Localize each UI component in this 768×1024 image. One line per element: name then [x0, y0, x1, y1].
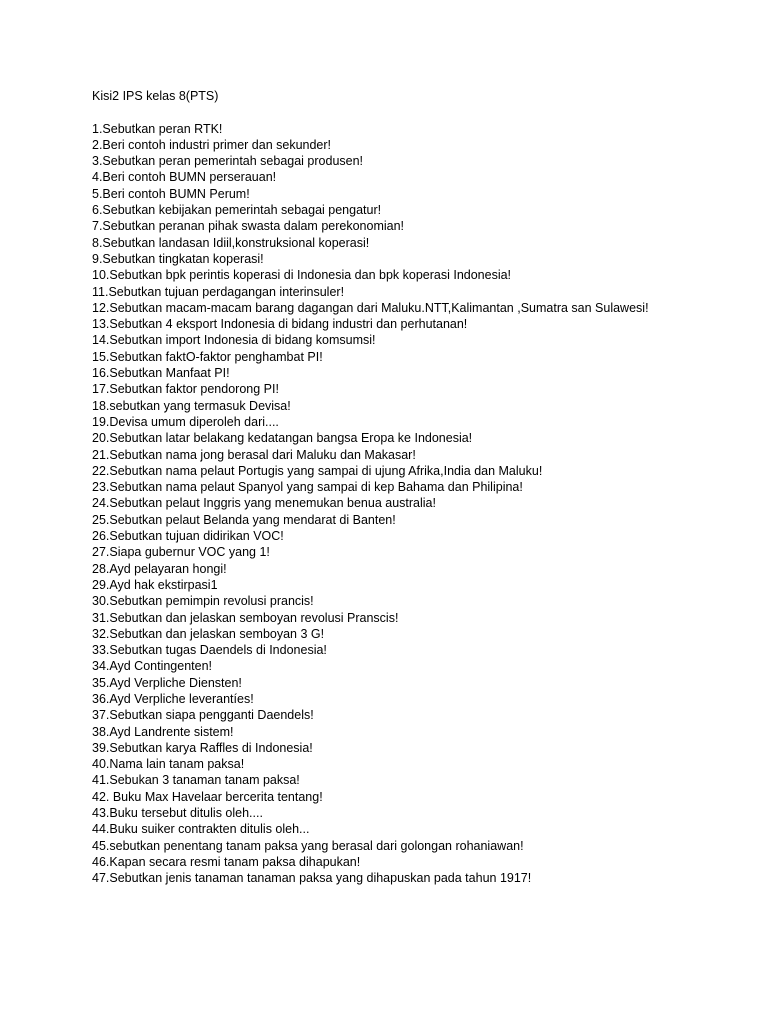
question-item: 4.Beri contoh BUMN perserauan! — [92, 170, 277, 185]
question-item: 20.Sebutkan latar belakang kedatangan bangsa Eropa ke Indonesia! — [92, 431, 473, 446]
question-item: 31.Sebutkan dan jelaskan semboyan revolusi Pranscis! — [92, 610, 399, 625]
question-item: 41.Sebukan 3 tanaman tanam paksa! — [92, 773, 300, 788]
question-item: 23.Sebutkan nama pelaut Spanyol yang sampai di kep Bahama dan Philipina! — [92, 480, 523, 495]
question-item: 9.Sebutkan tingkatan koperasi! — [92, 251, 264, 266]
question-item: 40.Nama lain tanam paksa! — [92, 757, 245, 772]
question-item: 45.sebutkan penentang tanam paksa yang berasal dari golongan rohaniawan! — [92, 838, 524, 853]
question-item: 24.Sebutkan pelaut Inggris yang menemukan benua australia! — [92, 496, 436, 511]
document-body — [92, 88, 752, 887]
question-item: 1.Sebutkan peran RTK! — [92, 121, 223, 136]
question-item: 21.Sebutkan nama jong berasal dari Maluku dan Makasar! — [92, 447, 416, 462]
question-item: 47.Sebutkan jenis tanaman tanaman paksa yang dihapuskan pada tahun 1917! — [92, 871, 532, 886]
question-item: 6.Sebutkan kebijakan pemerintah sebagai pengatur! — [92, 203, 382, 218]
question-item: 30.Sebutkan pemimpin revolusi prancis! — [92, 594, 314, 609]
question-item: 16.Sebutkan Manfaat PI! — [92, 366, 230, 381]
question-item: 17.Sebutkan faktor pendorong PI! — [92, 382, 279, 397]
question-item: 26.Sebutkan tujuan didirikan VOC! — [92, 529, 284, 544]
question-item: 42. Buku Max Havelaar bercerita tentang! — [92, 789, 323, 804]
question-item: 3.Sebutkan peran pemerintah sebagai produsen! — [92, 154, 364, 169]
question-item: 8.Sebutkan landasan Idiil,konstruksional koperasi! — [92, 235, 370, 250]
question-item: 38.Ayd Landrente sistem! — [92, 724, 234, 739]
question-item: 43.Buku tersebut ditulis oleh.... — [92, 806, 263, 821]
question-item: 12.Sebutkan macam-macam barang dagangan dari Maluku.NTT,Kalimantan ,Sumatra san Sulawesi! — [92, 300, 649, 315]
question-item: 10.Sebutkan bpk perintis koperasi di Indonesia dan bpk koperasi Indonesia! — [92, 268, 512, 283]
question-item: 39.Sebutkan karya Raffles di Indonesia! — [92, 740, 313, 755]
question-item: 44.Buku suiker contrakten ditulis oleh... — [92, 822, 310, 837]
question-item: 25.Sebutkan pelaut Belanda yang mendarat di Banten! — [92, 512, 396, 527]
question-item: 35.Ayd Verpliche Diensten! — [92, 675, 242, 690]
question-item: 37.Sebutkan siapa pengganti Daendels! — [92, 708, 314, 723]
question-item: 19.Devisa umum diperoleh dari.... — [92, 414, 279, 429]
question-item: 28.Ayd pelayaran hongi! — [92, 561, 227, 576]
question-item: 15.Sebutkan faktO-faktor penghambat PI! — [92, 349, 323, 364]
question-item: 33.Sebutkan tugas Daendels di Indonesia! — [92, 643, 327, 658]
question-list — [92, 121, 752, 887]
question-item: 36.Ayd Verpliche leverantíes! — [92, 691, 254, 706]
question-item: 11.Sebutkan tujuan perdagangan interinsuler! — [92, 284, 345, 299]
question-item: 32.Sebutkan dan jelaskan semboyan 3 G! — [92, 626, 325, 641]
question-item: 2.Beri contoh industri primer dan sekunder! — [92, 137, 332, 152]
question-item: 34.Ayd Contingenten! — [92, 659, 213, 674]
question-item: 13.Sebutkan 4 eksport Indonesia di bidang industri dan perhutanan! — [92, 317, 468, 332]
document-title: Kisi2 IPS kelas 8(PTS) — [92, 89, 219, 103]
question-item: 14.Sebutkan import Indonesia di bidang komsumsi! — [92, 333, 376, 348]
blank-line — [92, 104, 752, 120]
question-item: 5.Beri contoh BUMN Perum! — [92, 186, 250, 201]
question-item: 46.Kapan secara resmi tanam paksa dihapukan! — [92, 854, 361, 869]
question-item: 29.Ayd hak ekstirpasi1 — [92, 577, 218, 592]
question-item: 18.sebutkan yang termasuk Devisa! — [92, 398, 291, 413]
question-item: 27.Siapa gubernur VOC yang 1! — [92, 545, 270, 560]
question-item: 22.Sebutkan nama pelaut Portugis yang sampai di ujung Afrika,India dan Maluku! — [92, 463, 543, 478]
question-item: 7.Sebutkan peranan pihak swasta dalam perekonomian! — [92, 219, 405, 234]
